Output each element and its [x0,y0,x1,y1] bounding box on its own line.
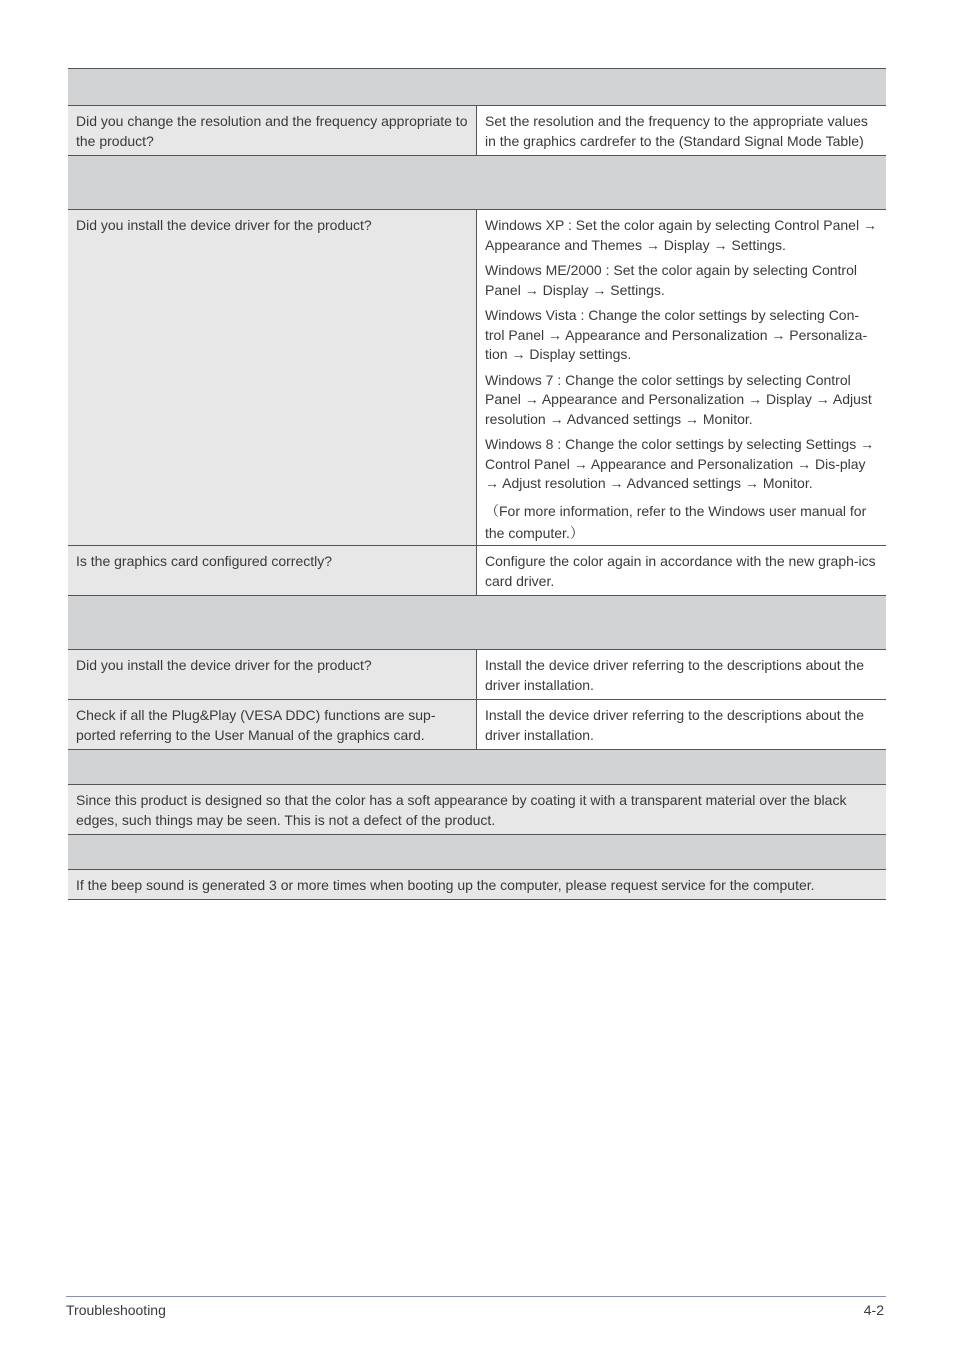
answer-windows-7: Windows 7 : Change the color settings by selecting Control Panel → Appearance and Personalization → Display → Adjust resolution → Advanced settings → Monitor. [485,371,872,427]
answer-cell: Install the device driver referring to the descriptions about the driver installation. [477,650,886,699]
table-row [68,105,886,155]
footer-title: Troubleshooting [66,1302,166,1318]
section-header [68,749,886,784]
section-header [68,595,886,649]
table-row [68,209,886,545]
answer-cell: Set the resolution and the frequency to the appropriate values in the graphics cardrefer to the (Standard Signal Mode Table) [477,106,886,155]
answer-windows-8: Windows 8 : Change the color settings by selecting Settings → Control Panel → Appearance and Personalization → Dis-play → Adjust resolution → Advanced settings → Monitor. [485,436,875,491]
table-row [68,869,886,899]
answer-windows-vista: Windows Vista : Change the color settings by selecting Con-trol Panel → Appearance and Personalization → Personaliza-tion → Display settings. [485,307,868,362]
troubleshooting-table [68,68,886,900]
answer-windows-xp: Windows XP : Set the color again by selecting Control Panel → Appearance and Themes → Display → Settings. [485,217,877,253]
answer-cell: Configure the color again in accordance with the new graph-ics card driver. [477,546,886,595]
question-cell: Did you change the resolution and the frequency appropriate to the product? [68,106,477,155]
table-row [68,649,886,699]
question-cell: Is the graphics card configured correctly? [68,546,477,595]
note-cell: If the beep sound is generated 3 or more times when booting up the computer, please request service for the computer. [68,870,886,899]
section-header [68,155,886,209]
table-row [68,784,886,834]
note-cell: Since this product is designed so that the color has a soft appearance by coating it with a transparent material over the black edges, such things may be seen. This is not a defect of the product. [68,785,886,834]
page-number: 4-2 [863,1302,884,1318]
question-cell: Check if all the Plug&Play (VESA DDC) functions are sup-ported referring to the User Manual of the graphics card. [68,700,477,749]
question-cell: Did you install the device driver for the product? [68,650,477,699]
page-footer [66,1296,886,1318]
table-row [68,545,886,595]
section-header [68,69,886,105]
answer-more-info: （For more information, refer to the Windows user manual for the computer.） [485,502,867,541]
table-row [68,699,886,749]
answer-windows-me-2000: Windows ME/2000 : Set the color again by selecting Control Panel → Display → Settings. [485,262,857,298]
answer-cell [477,210,886,545]
question-cell: Did you install the device driver for the product? [68,210,477,545]
section-header [68,834,886,869]
answer-cell: Install the device driver referring to the descriptions about the driver installation. [477,700,886,749]
